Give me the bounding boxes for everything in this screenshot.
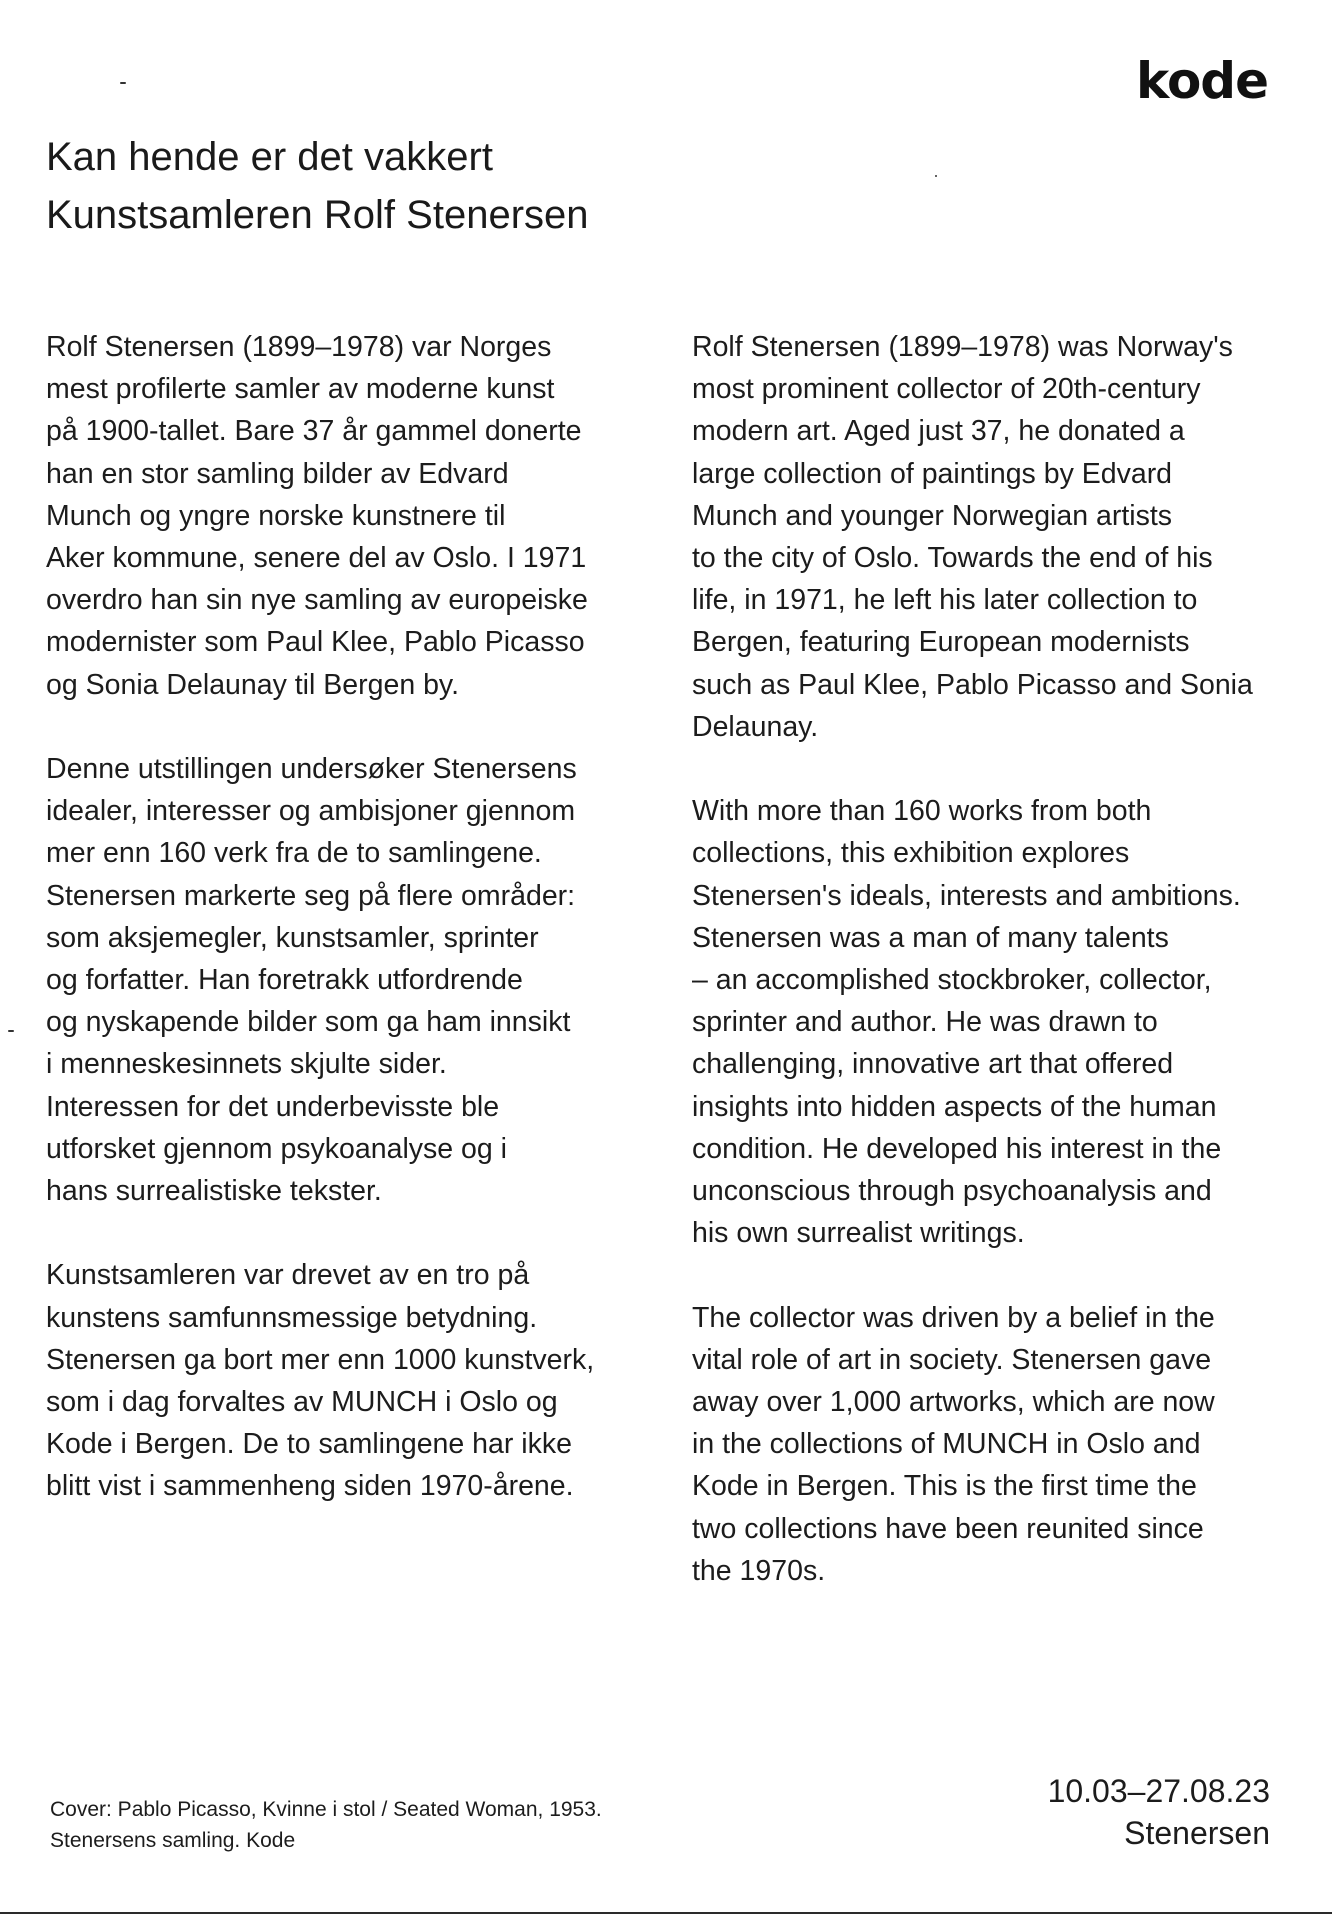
kode-logo: kode <box>1136 52 1268 110</box>
credit-line-2: Stenersens samling. Kode <box>50 1829 296 1852</box>
norwegian-paragraph-2: Denne utstillingen undersøker Stenersens idealer, interesser og ambisjoner gjennom mer enn 160 verk fra de to samlingene. Stenersen markerte seg på flere områder: som aksjemegler, kunstsamler, sprinter og forfatter. Han foretrakk utfordrende og nyskapende bilder som ga ham innsikt i menneskesinnets skjulte sider. Interessen for det underbevisste ble utforsket gjennom psykoanalyse og i hans surrealistiske tekster. <box>46 753 577 1208</box>
english-text-column <box>692 326 1322 1634</box>
page-title <box>46 128 589 244</box>
scan-bottom-edge <box>0 1912 1332 1914</box>
title-line-1: Kan hende er det vakkert <box>46 135 493 179</box>
english-paragraph-2: With more than 160 works from both collections, this exhibition explores Stenersen's ideals, interests and ambitions. Stenersen was a man of many talents – an accomplished stockbroker, collector, sprinter and author. He was drawn to challenging, innovative art that offered insights into hidden aspects of the human condition. He developed his interest in the unconscious through psychoanalysis and his own surrealist writings. <box>692 795 1241 1250</box>
norwegian-paragraph-1: Rolf Stenersen (1899–1978) var Norges mest profilerte samler av moderne kunst på 1900-tallet. Bare 37 år gammel donerte han en stor samling bilder av Edvard Munch og yngre norske kunstnere til Aker kommune, senere del av Oslo. I 1971 overdro han sin nye samling av europeiske modernister som Paul Klee, Pablo Picasso og Sonia Delaunay til Bergen by. <box>46 331 588 701</box>
title-line-2: Kunstsamleren Rolf Stenersen <box>46 193 589 237</box>
cover-credit <box>50 1794 602 1856</box>
norwegian-text-column <box>46 326 676 1550</box>
exhibition-venue: Stenersen <box>1124 1815 1270 1851</box>
exhibition-dates: 10.03–27.08.23 <box>1047 1773 1270 1809</box>
scan-speck <box>935 175 937 177</box>
english-paragraph-1: Rolf Stenersen (1899–1978) was Norway's most prominent collector of 20th-century modern art. Aged just 37, he donated a large collection of paintings by Edvard Munch and younger Norwegian artists to the city of Oslo. Towards the end of his life, in 1971, he left his later collection to Bergen, featuring European modernists such as Paul Klee, Pablo Picasso and Sonia Delaunay. <box>692 331 1253 743</box>
english-paragraph-3: The collector was driven by a belief in the vital role of art in society. Stenersen gave away over 1,000 artworks, which are now in the collections of MUNCH in Oslo and Kode in Bergen. This is the first time the two collections have been reunited since the 1970s. <box>692 1301 1215 1587</box>
norwegian-paragraph-3: Kunstsamleren var drevet av en tro på kunstens samfunnsmessige betydning. Stenersen ga bort mer enn 1000 kunstverk, som i dag forvaltes av MUNCH i Oslo og Kode i Bergen. De to samlingene har ikke blitt vist i sammenheng siden 1970-årene. <box>46 1259 595 1503</box>
scan-speck <box>120 82 126 84</box>
exhibition-info <box>1048 1770 1270 1854</box>
credit-line-1: Cover: Pablo Picasso, Kvinne i stol / Seated Woman, 1953. <box>50 1798 602 1821</box>
scan-speck <box>8 1030 14 1032</box>
